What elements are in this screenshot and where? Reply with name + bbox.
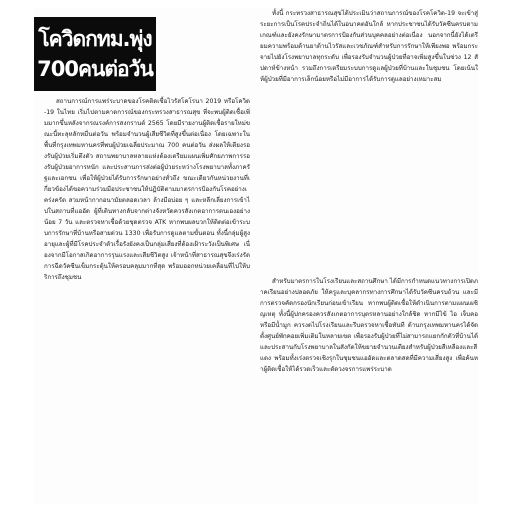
article-paragraph: สถานการณ์การแพร่ระบาดของโรคติดเชื้อไวรัสโคโรนา 2019 หรือโควิด-19 ในไทย เริ่มไปตามคาดการณ์ของกระทรวงสาธารณสุข ที่จะพบผู้ติดเชื้อเพิ่มมากขึ้นหลังจากรณรงค์การสงกรานต์ 2565 โดยมีรายงานผู้ติดเชื้อรายใหม่ขณะนี้ทะลุหลักหมื่นต่อวัน พร้อมจำนวนผู้เสียชีวิตที่สูงขึ้นต่อเนื่อง โดยเฉพาะในพื้นที่กรุงเทพมหานครที่พบผู้ป่วยเฉลี่ยประมาณ 700 คนต่อวัน ส่งผลให้เตียงรองรับผู้ป่วยเริ่มตึงตัว สถานพยาบาลหลายแห่งต้องเตรียมแผนเพิ่มศักยภาพการรองรับผู้ป่วยอาการหนัก และประสานการส่งต่อผู้ป่วยระหว่างโรงพยาบาลทั้งภาครัฐและเอกชน เพื่อให้ผู้ป่วยได้รับการรักษาอย่างทั่วถึง ขณะเดียวกันหน่วยงานที่เกี่ยวข้องได้ขอความร่วมมือประชาชนให้ปฏิบัติตามมาตรการป้องกันโรคอย่างเคร่งครัด สวมหน้ากากอนามัยตลอดเวลา ล้างมือบ่อย ๆ และหลีกเลี่ยงการเข้าไปในสถานที่แออัด ผู้ที่เดินทางกลับจากต่างจังหวัดควรสังเกตอาการตนเองอย่างน้อย 7 วัน และตรวจหาเชื้อด้วยชุดตรวจ ATK หากพบผลบวกให้ติดต่อเข้าระบบการรักษาที่บ้านหรือสายด่วน 1330 เพื่อรับการดูแลตามขั้นตอน ทั้งนี้กลุ่มผู้สูงอายุและผู้ที่มีโรคประจำตัวเรื้อรังยังคงเป็นกลุ่มเสี่ยงที่ต้องเฝ้าระวังเป็นพิเศษ เนื่องจากมีโอกาสเกิดอาการรุนแรงและเสียชีวิตสูง เจ้าหน้าที่สาธารณสุขจึงเร่งรัดการฉีดวัคซีนเข็มกระตุ้นให้ครอบคลุมมากที่สุด พร้อมออกหน่วยเคลื่อนที่ไปให้บริการถึงชุมชน xyxy=(44,98,250,281)
headline-line-1: โควิดกทม.พุ่ง xyxy=(38,27,152,51)
article-column-right-top xyxy=(260,8,478,274)
article-column-right-bottom xyxy=(260,276,478,504)
headline-line-2: 700คนต่อวัน xyxy=(37,57,153,81)
headline-box xyxy=(34,17,156,91)
newspaper-clipping xyxy=(34,8,478,504)
article-paragraph: สำหรับมาตรการในโรงเรียนและสถานศึกษา ได้มีการกำหนดแนวทางการเปิดภาคเรียนอย่างปลอดภัย ให้ครูและบุคลากรทางการศึกษาได้รับวัคซีนครบถ้วน และมีการตรวจคัดกรองนักเรียนก่อนเข้าเรียน หากพบผู้ติดเชื้อให้ดำเนินการตามแผนเผชิญเหตุ ทั้งนี้ผู้ปกครองควรสังเกตอาการบุตรหลานอย่างใกล้ชิด หากมีไข้ ไอ เจ็บคอ หรือมีน้ำมูก ควรงดไปโรงเรียนและรีบตรวจหาเชื้อทันที ด้านกรุงเทพมหานครได้จัดตั้งศูนย์พักคอยเพิ่มเติมในหลายเขต เพื่อรองรับผู้ป่วยที่ไม่สามารถแยกกักตัวที่บ้านได้ และประสานกับโรงพยาบาลในสังกัดให้ขยายจำนวนเตียงสำหรับผู้ป่วยสีเหลืองและสีแดง พร้อมทั้งเร่งตรวจเชิงรุกในชุมชนแออัดและตลาดสดที่มีความเสี่ยงสูง เพื่อค้นหาผู้ติดเชื้อให้ได้รวดเร็วและตัดวงจรการแพร่ระบาด xyxy=(260,278,478,373)
article-paragraph: ทั้งนี้ กระทรวงสาธารณสุขได้ประเมินว่าสถานการณ์ของโรคโควิด-19 จะเข้าสู่ระยะการเป็นโรคประจำถิ่นได้ในอนาคตอันใกล้ หากประชาชนได้รับวัคซีนครบตามเกณฑ์และยังคงรักษามาตรการป้องกันส่วนบุคคลอย่างต่อเนื่อง นอกจากนี้ยังได้เตรียมความพร้อมด้านยาต้านไวรัสและเวชภัณฑ์สำหรับการรักษาให้เพียงพอ พร้อมกระจายไปยังโรงพยาบาลทุกระดับ เพื่อรองรับจำนวนผู้ป่วยที่อาจเพิ่มสูงขึ้นในช่วง 12 สัปดาห์ข้างหน้า รวมถึงการเตรียมระบบการดูแลผู้ป่วยที่บ้านและในชุมชน โดยเน้นให้ผู้ป่วยที่มีอาการเล็กน้อยหรือไม่มีอาการได้รับการดูแลอย่างเหมาะสม xyxy=(260,10,478,83)
article-column-left xyxy=(44,96,250,504)
